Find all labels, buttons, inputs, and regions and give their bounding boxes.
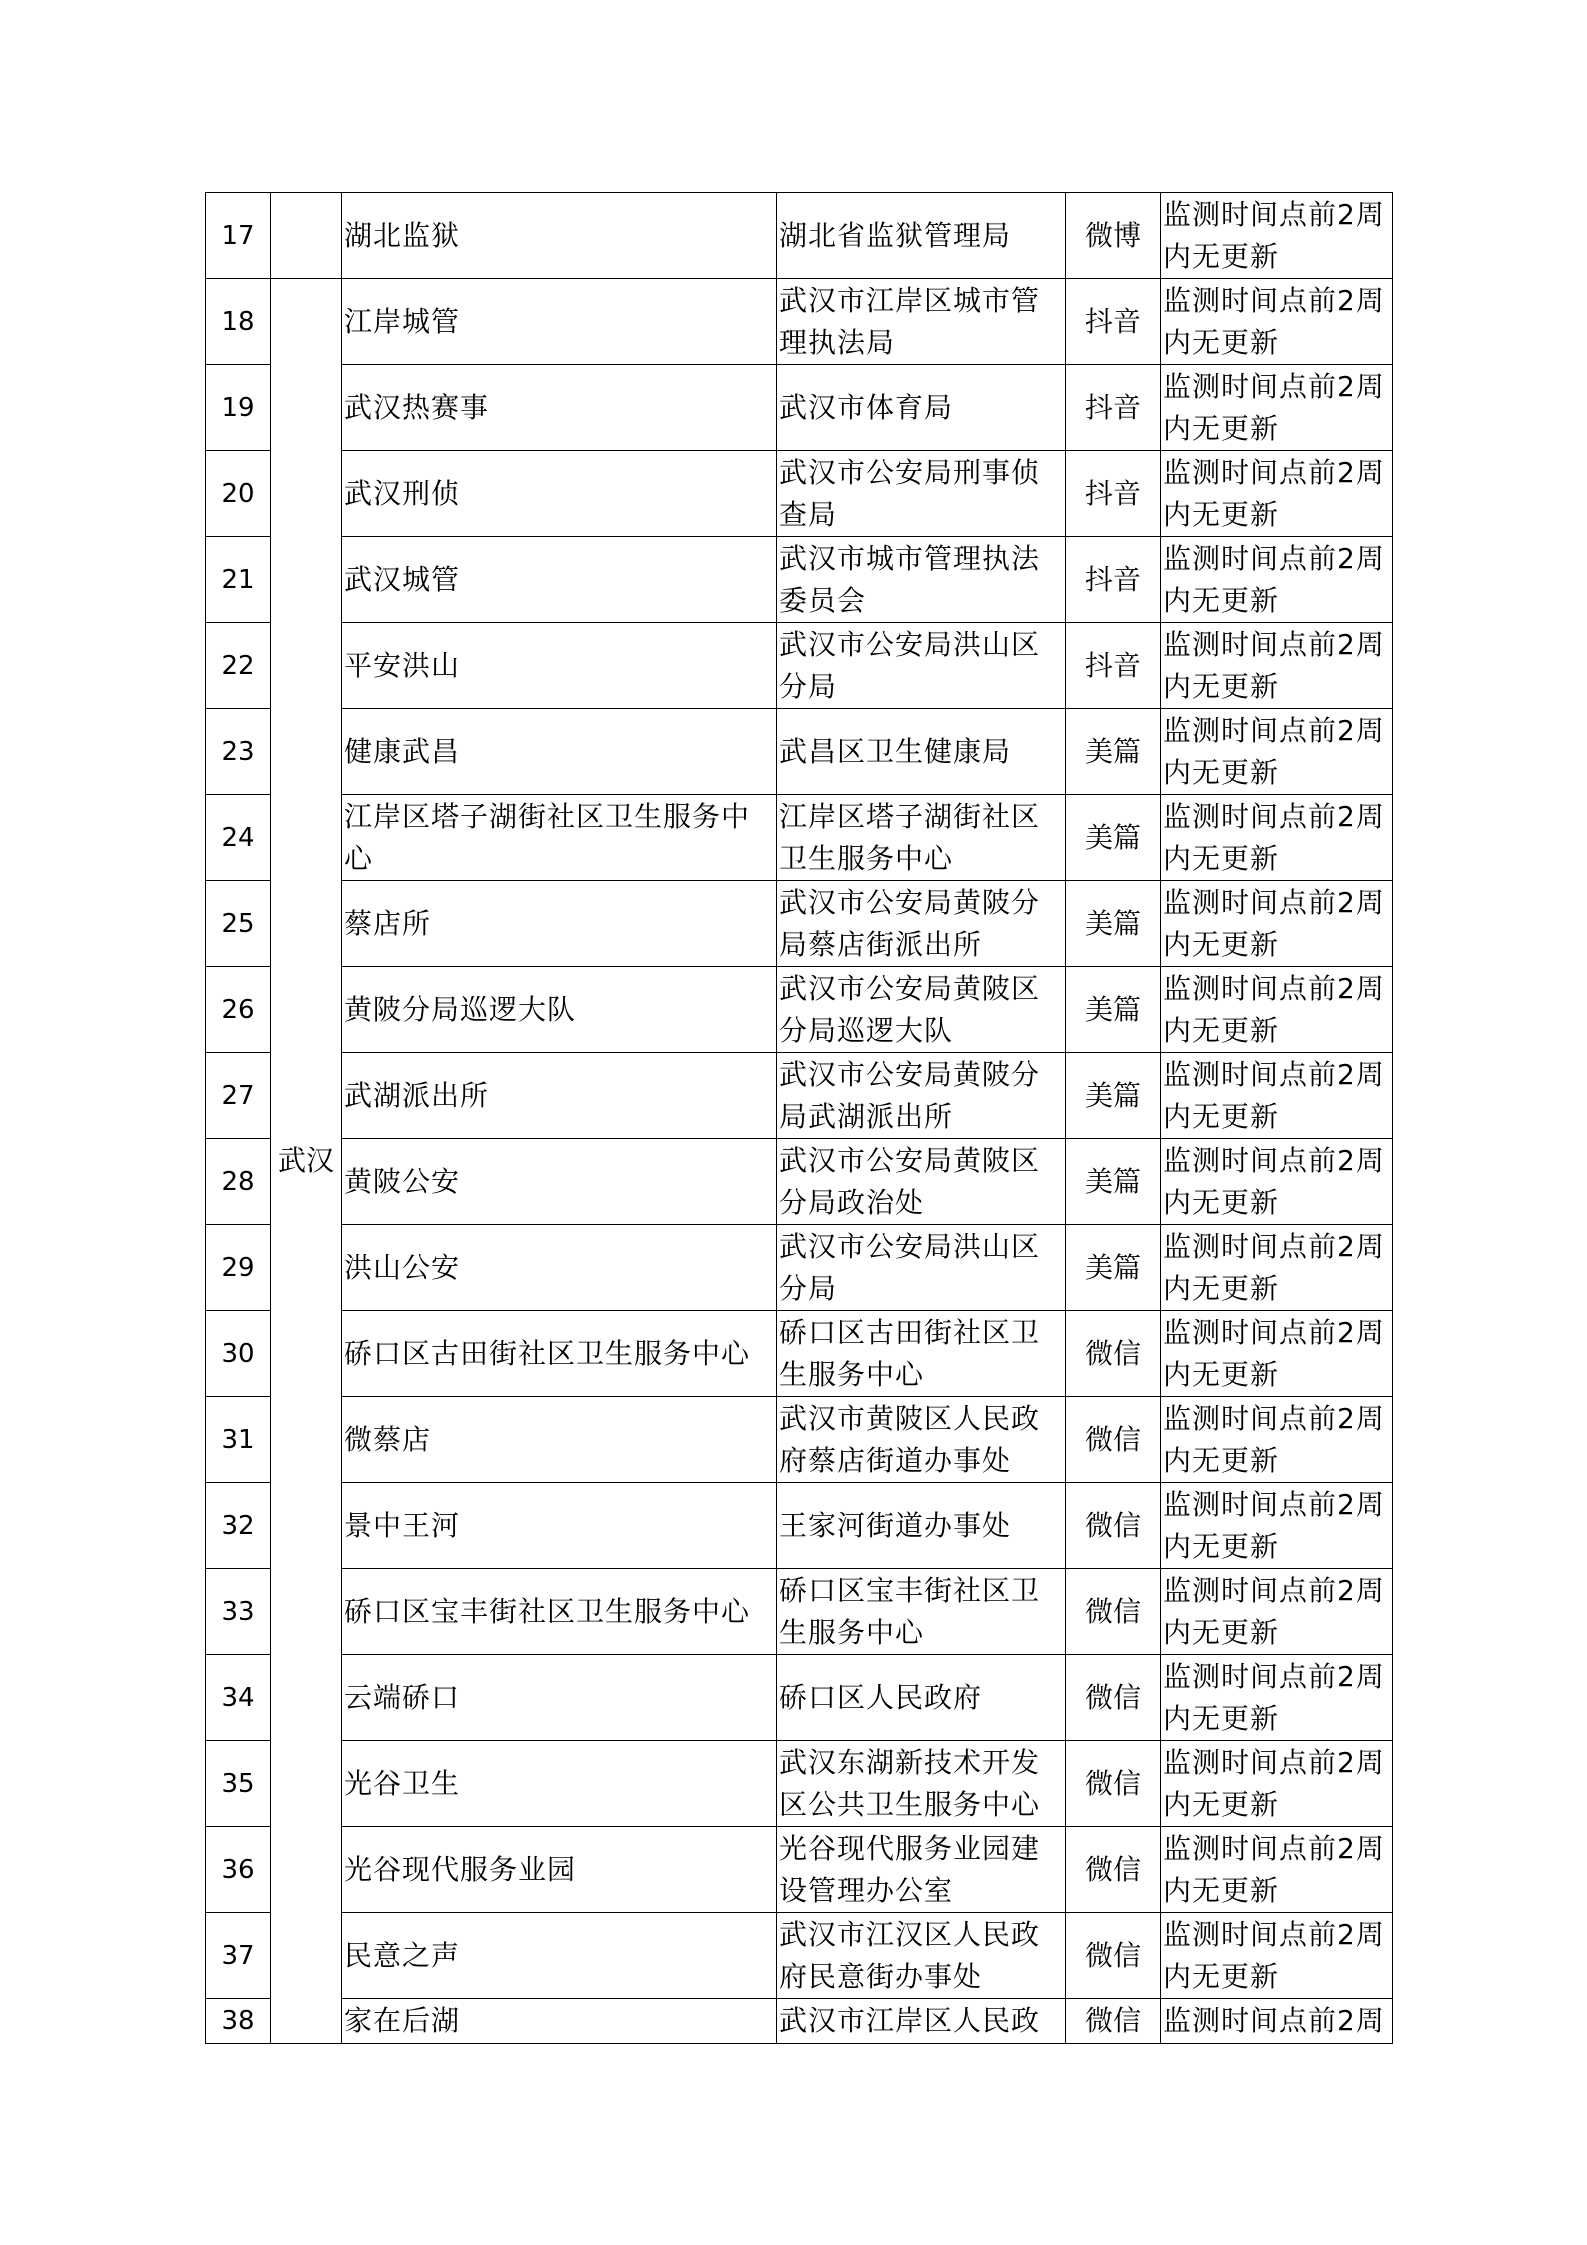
- row-number-cell: 28: [206, 1139, 271, 1225]
- status-cell: 监测时间点前2周内无更新: [1161, 795, 1393, 881]
- row-number-cell: 21: [206, 537, 271, 623]
- status-cell: 监测时间点前2周内无更新: [1161, 1827, 1393, 1913]
- row-number-cell: 34: [206, 1655, 271, 1741]
- platform-cell: 微博: [1066, 193, 1161, 279]
- row-number-cell: 18: [206, 279, 271, 365]
- status-cell: 监测时间点前2周内无更新: [1161, 1913, 1393, 1999]
- table-row: [206, 623, 1393, 709]
- row-number-cell: 24: [206, 795, 271, 881]
- status-cell: 监测时间点前2周内无更新: [1161, 1569, 1393, 1655]
- table-row: [206, 1311, 1393, 1397]
- table-row: [206, 1655, 1393, 1741]
- row-number-cell: 33: [206, 1569, 271, 1655]
- account-name-cell: 健康武昌: [342, 709, 777, 795]
- account-name-cell: 硚口区古田街社区卫生服务中心: [342, 1311, 777, 1397]
- organization-cell: 武汉市公安局刑事侦查局: [777, 451, 1066, 537]
- organization-cell: 武汉东湖新技术开发区公共卫生服务中心: [777, 1741, 1066, 1827]
- row-number-cell: 37: [206, 1913, 271, 1999]
- organization-cell: 武汉市公安局洪山区分局: [777, 623, 1066, 709]
- row-number-cell: 17: [206, 193, 271, 279]
- account-name-cell: 洪山公安: [342, 1225, 777, 1311]
- table-row: [206, 881, 1393, 967]
- row-number-cell: 32: [206, 1483, 271, 1569]
- row-number-cell: 31: [206, 1397, 271, 1483]
- account-name-cell: 蔡店所: [342, 881, 777, 967]
- table-row: [206, 1397, 1393, 1483]
- status-cell: 监测时间点前2周内无更新: [1161, 1483, 1393, 1569]
- table-row: [206, 1225, 1393, 1311]
- account-name-cell: 黄陂分局巡逻大队: [342, 967, 777, 1053]
- table-body: [206, 193, 1393, 2044]
- status-cell: 监测时间点前2周内无更新: [1161, 1397, 1393, 1483]
- row-number-cell: 19: [206, 365, 271, 451]
- status-cell: 监测时间点前2周内无更新: [1161, 537, 1393, 623]
- status-cell: [1161, 1999, 1393, 2044]
- platform-cell: 美篇: [1066, 881, 1161, 967]
- platform-cell: 美篇: [1066, 709, 1161, 795]
- organization-cell: 武汉市黄陂区人民政府蔡店街道办事处: [777, 1397, 1066, 1483]
- account-name-cell: 景中王河: [342, 1483, 777, 1569]
- platform-cell: 美篇: [1066, 967, 1161, 1053]
- platform-cell: 抖音: [1066, 537, 1161, 623]
- organization-cell: 武汉市江岸区城市管理执法局: [777, 279, 1066, 365]
- status-cell: 监测时间点前2周内无更新: [1161, 193, 1393, 279]
- table-row: [206, 967, 1393, 1053]
- table-row: [206, 451, 1393, 537]
- table-row: [206, 193, 1393, 279]
- organization-cell: 硚口区宝丰街社区卫生服务中心: [777, 1569, 1066, 1655]
- table-row: [206, 709, 1393, 795]
- status-cell: 监测时间点前2周内无更新: [1161, 1311, 1393, 1397]
- row-number-cell: 35: [206, 1741, 271, 1827]
- account-name-cell: 光谷现代服务业园: [342, 1827, 777, 1913]
- organization-cell: 武汉市江汉区人民政府民意街办事处: [777, 1913, 1066, 1999]
- organization-cell: 武汉市公安局黄陂分局蔡店街派出所: [777, 881, 1066, 967]
- account-name-cell: 民意之声: [342, 1913, 777, 1999]
- region-cell-empty: [271, 193, 342, 279]
- account-name-cell: 湖北监狱: [342, 193, 777, 279]
- platform-cell: 微信: [1066, 1741, 1161, 1827]
- table-row: [206, 279, 1393, 365]
- account-name-cell: 家在后湖: [342, 1999, 777, 2044]
- account-name-cell: 武湖派出所: [342, 1053, 777, 1139]
- status-cell: 监测时间点前2周内无更新: [1161, 451, 1393, 537]
- organization-cell: 武汉市公安局洪山区分局: [777, 1225, 1066, 1311]
- row-number-cell: 30: [206, 1311, 271, 1397]
- row-number-cell: 27: [206, 1053, 271, 1139]
- platform-cell: 美篇: [1066, 1053, 1161, 1139]
- row-number-cell: 22: [206, 623, 271, 709]
- table-row: [206, 1053, 1393, 1139]
- platform-cell: 抖音: [1066, 451, 1161, 537]
- row-number-cell: 36: [206, 1827, 271, 1913]
- row-number-cell: 20: [206, 451, 271, 537]
- account-name-cell: 硚口区宝丰街社区卫生服务中心: [342, 1569, 777, 1655]
- account-name-cell: 云端硚口: [342, 1655, 777, 1741]
- platform-cell: 抖音: [1066, 279, 1161, 365]
- row-number-cell: 29: [206, 1225, 271, 1311]
- table-row: [206, 1913, 1393, 1999]
- status-cell: 监测时间点前2周内无更新: [1161, 1053, 1393, 1139]
- account-table: [205, 192, 1393, 2044]
- platform-cell: 微信: [1066, 1569, 1161, 1655]
- organization-cell: 光谷现代服务业园建设管理办公室: [777, 1827, 1066, 1913]
- status-cell: 监测时间点前2周内无更新: [1161, 365, 1393, 451]
- organization-cell: 武汉市公安局黄陂区分局政治处: [777, 1139, 1066, 1225]
- table-row: [206, 795, 1393, 881]
- table-row: [206, 1827, 1393, 1913]
- status-cell: 监测时间点前2周内无更新: [1161, 967, 1393, 1053]
- organization-cell: 王家河街道办事处: [777, 1483, 1066, 1569]
- table-row: [206, 1569, 1393, 1655]
- organization-cell: 江岸区塔子湖街社区卫生服务中心: [777, 795, 1066, 881]
- account-name-cell: 平安洪山: [342, 623, 777, 709]
- status-cell: 监测时间点前2周内无更新: [1161, 1225, 1393, 1311]
- status-cell: 监测时间点前2周内无更新: [1161, 1139, 1393, 1225]
- organization-cell: 武昌区卫生健康局: [777, 709, 1066, 795]
- platform-cell: 抖音: [1066, 365, 1161, 451]
- status-cell: 监测时间点前2周内无更新: [1161, 623, 1393, 709]
- organization-cell: 武汉市体育局: [777, 365, 1066, 451]
- platform-cell: 抖音: [1066, 623, 1161, 709]
- organization-cell: 硚口区人民政府: [777, 1655, 1066, 1741]
- platform-cell: 微信: [1066, 1311, 1161, 1397]
- account-name-cell: 武汉热赛事: [342, 365, 777, 451]
- status-cell: 监测时间点前2周内无更新: [1161, 881, 1393, 967]
- account-name-cell: 江岸区塔子湖街社区卫生服务中心: [342, 795, 777, 881]
- account-name-cell: 江岸城管: [342, 279, 777, 365]
- table-row: [206, 1741, 1393, 1827]
- platform-cell: 微信: [1066, 1827, 1161, 1913]
- table-row: [206, 365, 1393, 451]
- row-number-cell: 38: [206, 1999, 271, 2044]
- status-cell: 监测时间点前2周内无更新: [1161, 1741, 1393, 1827]
- platform-cell: 美篇: [1066, 1139, 1161, 1225]
- account-name-cell: 黄陂公安: [342, 1139, 777, 1225]
- status-cell-text: 监测时间点前2周: [1163, 2004, 1385, 2037]
- table-row: [206, 1999, 1393, 2044]
- status-cell: 监测时间点前2周内无更新: [1161, 279, 1393, 365]
- platform-cell: 微信: [1066, 1913, 1161, 1999]
- row-number-cell: 23: [206, 709, 271, 795]
- account-name-cell: 武汉城管: [342, 537, 777, 623]
- platform-cell: 美篇: [1066, 1225, 1161, 1311]
- organization-cell: 武汉市城市管理执法委员会: [777, 537, 1066, 623]
- organization-cell: 武汉市公安局黄陂区分局巡逻大队: [777, 967, 1066, 1053]
- account-name-cell: 微蔡店: [342, 1397, 777, 1483]
- organization-cell: [777, 1999, 1066, 2044]
- table-row: [206, 1139, 1393, 1225]
- status-cell: 监测时间点前2周内无更新: [1161, 709, 1393, 795]
- platform-cell: 微信: [1066, 1397, 1161, 1483]
- row-number-cell: 26: [206, 967, 271, 1053]
- organization-cell-text: 武汉市江岸区人民政: [779, 2004, 1041, 2037]
- organization-cell: 武汉市公安局黄陂分局武湖派出所: [777, 1053, 1066, 1139]
- table-row: [206, 537, 1393, 623]
- region-cell: 武汉: [271, 279, 342, 2044]
- table-row: [206, 1483, 1393, 1569]
- platform-cell: 微信: [1066, 1999, 1161, 2044]
- platform-cell: 微信: [1066, 1483, 1161, 1569]
- account-name-cell: 武汉刑侦: [342, 451, 777, 537]
- row-number-cell: 25: [206, 881, 271, 967]
- platform-cell: 微信: [1066, 1655, 1161, 1741]
- platform-cell: 美篇: [1066, 795, 1161, 881]
- organization-cell: 湖北省监狱管理局: [777, 193, 1066, 279]
- account-name-cell: 光谷卫生: [342, 1741, 777, 1827]
- status-cell: 监测时间点前2周内无更新: [1161, 1655, 1393, 1741]
- organization-cell: 硚口区古田街社区卫生服务中心: [777, 1311, 1066, 1397]
